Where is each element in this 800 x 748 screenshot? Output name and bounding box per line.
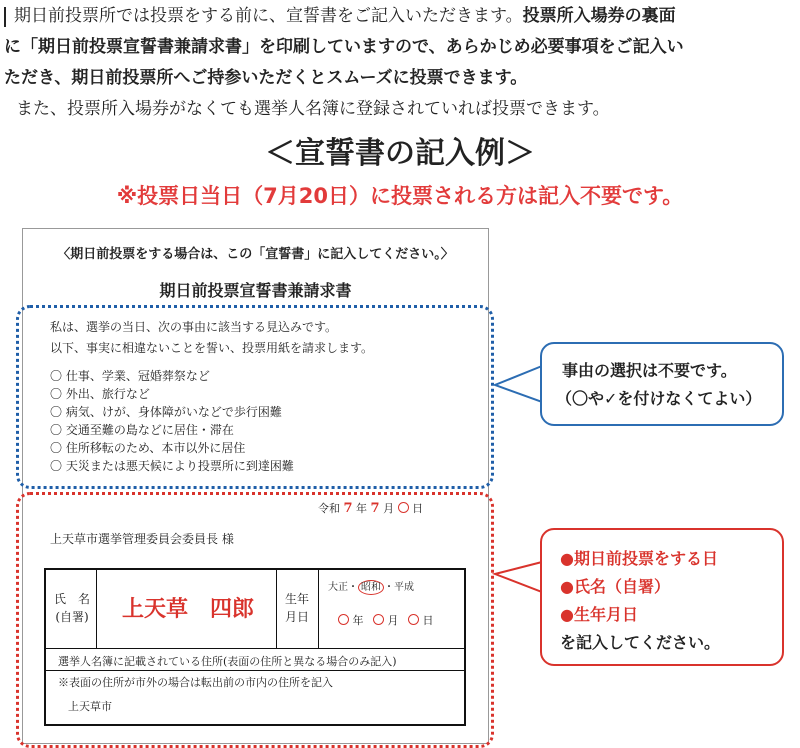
address-label: 選挙人名簿に記載されている住所(表面の住所と異なる場合のみ記入) — [58, 655, 397, 668]
callout-blue-line-1: 事由の選択は不要です。 — [562, 361, 737, 380]
intro-line-3: ただき、期日前投票所へご持参いただくとスムーズに投票できます。 — [4, 68, 528, 88]
date-month-label: 月 — [383, 502, 395, 515]
form-title: 期日前投票宣誓書兼請求書 — [159, 281, 352, 300]
statement-line-1: 私は、選挙の当日、次の事由に該当する見込みです。 — [50, 320, 338, 334]
birthdate-label: 生年 月日 — [284, 592, 309, 624]
reason-item: 〇 外出、旅行など — [50, 387, 150, 401]
callout-red-item: ●期日前投票をする日 — [560, 549, 718, 568]
address-value: 上天草市 — [68, 700, 112, 713]
paragraph-bar — [4, 7, 6, 27]
callout-red-item: ●氏名（自署） — [560, 577, 670, 596]
intro-bold-text: 投票所入場券の裏面 — [522, 6, 676, 26]
date-month-value: 7 — [370, 501, 380, 516]
date-era: 令和 — [318, 502, 340, 515]
date-day-label: 日 — [412, 502, 424, 515]
statement-line-2: 以下、事実に相違ないことを誓い、投票用紙を請求します。 — [50, 341, 374, 355]
birth-year-circle-icon — [338, 614, 349, 625]
reason-item: 〇 病気、けが、身体障がいなどで歩行困難 — [50, 405, 282, 419]
reason-item: 〇 住所移転のため、本市以外に居住 — [50, 441, 246, 455]
date-year-label: 年 — [356, 502, 368, 515]
birth-date-fields: 年 月 日 — [338, 612, 434, 628]
name-label: 氏 名 (自署) — [54, 592, 91, 624]
date-year-value: 7 — [343, 501, 353, 516]
date-row — [318, 500, 423, 516]
birth-month-circle-icon — [373, 614, 384, 625]
callout-red-pointer — [495, 556, 545, 606]
example-title: ＜宣誓書の記入例＞ — [265, 136, 535, 171]
callout-red-item: ●生年月日 — [560, 605, 638, 624]
address-note: ※表面の住所が市外の場合は転出前の市内の住所を記入 — [58, 676, 333, 689]
day-circle-icon — [398, 502, 409, 513]
intro-text: 期日前投票所では投票をする前に、宣誓書をご記入いただきます。 — [14, 6, 523, 26]
intro-line-2: に「期日前投票宣誓書兼請求書」を印刷していますので、あらかじめ必要事項をご記入い — [4, 37, 684, 57]
addressee: 上天草市選挙管理委員会委員長 様 — [50, 532, 234, 546]
reason-item: 〇 天災または悪天候により投票所に到達困難 — [50, 459, 294, 473]
callout-required-fields — [540, 528, 784, 666]
intro-line-1 — [14, 4, 676, 29]
reason-item: 〇 仕事、学業、冠婚葬祭など — [50, 369, 210, 383]
birth-day-circle-icon — [408, 614, 419, 625]
callout-blue-line-2: （〇や✓を付けなくてよい） — [556, 389, 762, 408]
reason-item: 〇 交通至難の島などに居住・滞在 — [50, 423, 234, 437]
birth-era-options: 大正・ 昭和 ・平成 — [328, 582, 414, 593]
name-value: 上天草 四郎 — [122, 597, 255, 622]
signature-table — [44, 568, 466, 726]
callout-blue-pointer — [495, 360, 545, 410]
intro-line-4: また、投票所入場券がなくても選挙人名簿に登録されていれば投票できます。 — [16, 99, 610, 119]
example-note: ※投票日当日（7月20日）に投票される方は記入不要です。 — [116, 184, 684, 208]
selected-era: 昭和 — [358, 580, 384, 595]
callout-red-footer: を記入してください。 — [560, 633, 721, 652]
callout-reasons-not-required — [540, 342, 784, 426]
form-instruction: 〈期日前投票をする場合は、この「宣誓書」に記入してください。〉 — [57, 247, 454, 262]
